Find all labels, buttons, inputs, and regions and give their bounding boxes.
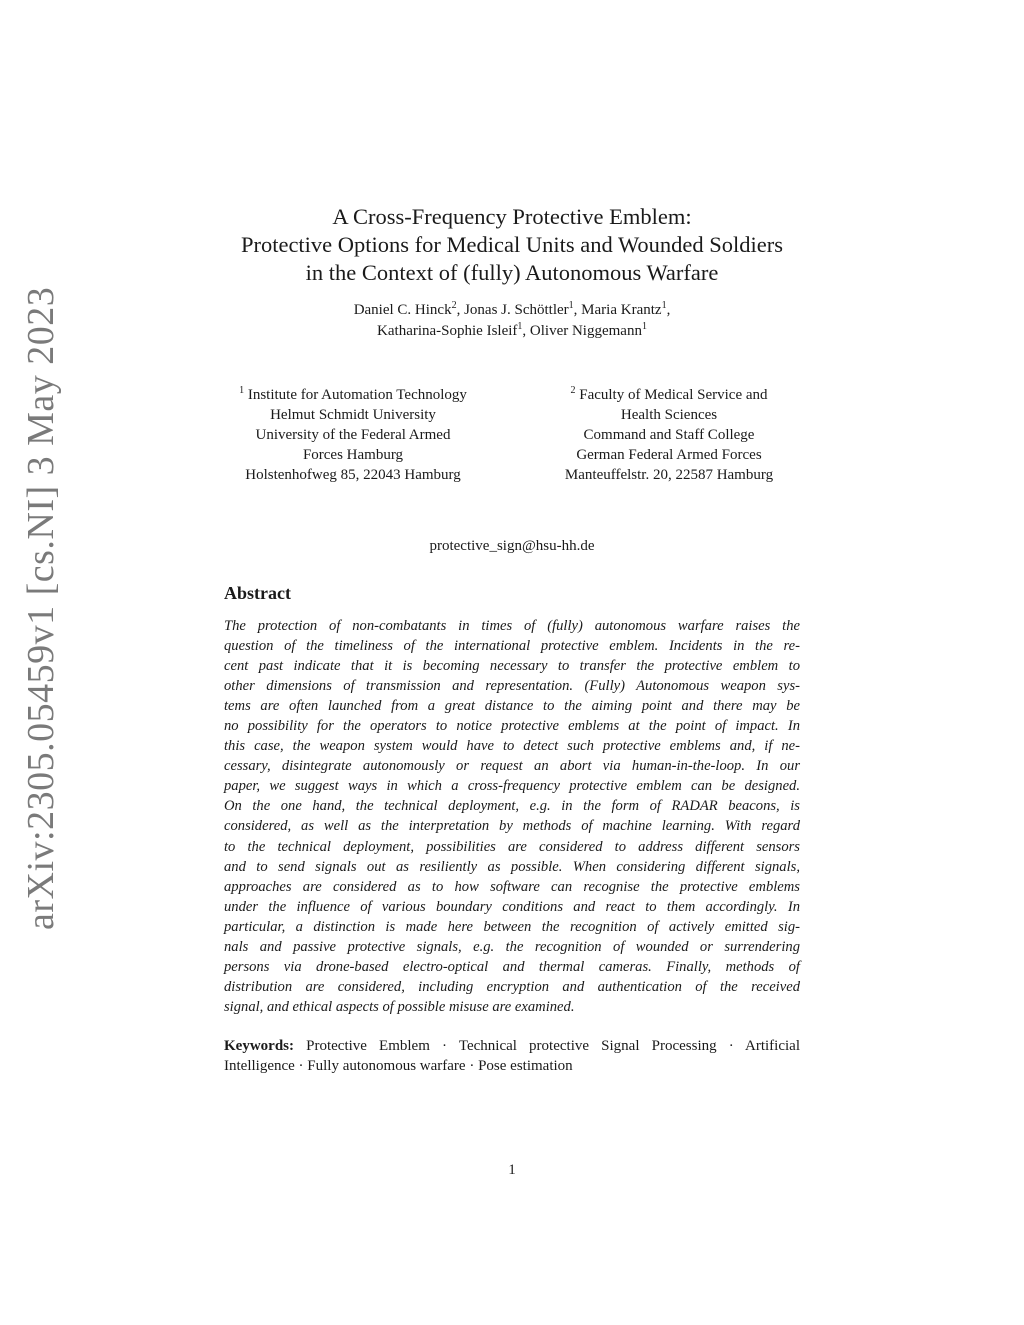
abstract-line: no possibility for the operators to notice protective emblems at the point of impact. In	[224, 718, 800, 735]
author-name: Katharina-Sophie Isleif	[377, 323, 518, 339]
abstract-line: this case, the weapon system would have to detect such protective emblems and, if ne-	[224, 738, 800, 755]
abstract-line: considered, as well as the interpretation by methods of machine learning. With regard	[224, 818, 800, 835]
affiliation-line: Holstenhofweg 85, 22043 Hamburg	[245, 467, 461, 483]
abstract-line: and to send signals out as resiliently as possible. When considering different signals,	[224, 858, 800, 875]
abstract-body	[224, 616, 800, 1017]
title-line: in the Context of (fully) Autonomous Warfare	[305, 260, 719, 285]
title-line: A Cross-Frequency Protective Emblem:	[332, 204, 692, 229]
author-affiliation-mark: 1	[661, 300, 667, 311]
affiliation-line: Health Sciences	[620, 407, 718, 423]
author-separator: ,	[456, 302, 465, 318]
author-affiliation-mark: 1	[517, 321, 523, 332]
abstract-line: The protection of non-combatants in times of (fully) autonomous warfare raises the	[224, 618, 800, 634]
contact-email: protective_sign@hsu-hh.de	[429, 538, 595, 554]
author-separator: ,	[522, 323, 530, 339]
abstract-line: nals and passive protective signals, e.g. the recognition of wounded or surrendering	[224, 938, 800, 955]
affiliation-text: Institute for Automation Technology	[247, 387, 467, 403]
keywords-line	[224, 1036, 800, 1056]
affiliation-2	[524, 385, 814, 485]
author-separator: ,	[573, 302, 582, 318]
affiliation-number: 1	[239, 385, 245, 396]
author-list	[200, 300, 824, 342]
abstract-line: approaches are considered as to how software can recognise the protective emblems	[224, 878, 800, 895]
abstract-line: question of the timeliness of the international protective emblem. Incidents in the re-	[224, 638, 800, 655]
abstract-line: cent past indicate that it is becoming necessary to transfer the protective emblem to	[224, 658, 800, 675]
abstract-line: to the technical deployment, possibilities are considered to address different sensors	[224, 838, 800, 855]
affiliation-line: Forces Hamburg	[302, 447, 404, 463]
affiliation-line	[524, 385, 814, 405]
abstract-line: On the one hand, the technical deployment, e.g. in the form of RADAR beacons, is	[224, 798, 800, 815]
affiliation-line: Helmut Schmidt University	[270, 407, 436, 423]
affiliation-line: German Federal Armed Forces	[576, 447, 762, 463]
keywords-label: Keywords:	[224, 1038, 294, 1054]
abstract-line: under the influence of various boundary conditions and react to them accordingly. In	[224, 898, 800, 915]
affiliation-line: Command and Staff College	[583, 427, 755, 443]
author-separator: ,	[666, 302, 671, 318]
abstract-line: signal, and ethical aspects of possible misuse are examined.	[224, 998, 575, 1015]
keywords-line: Intelligence · Fully autonomous warfare · Pose estimation	[224, 1058, 573, 1074]
abstract-line: other dimensions of transmission and representation. (Fully) Autonomous weapon sys-	[224, 678, 800, 695]
affiliation-line: Manteuffelstr. 20, 22587 Hamburg	[564, 467, 774, 483]
affiliation-text: Faculty of Medical Service and	[579, 387, 768, 403]
abstract-heading: Abstract	[224, 583, 291, 603]
abstract-line: paper, we suggest ways in which a cross-frequency protective emblem can be designed.	[224, 778, 800, 795]
affiliation-number: 2	[570, 385, 576, 396]
affiliation-line: University of the Federal Armed	[255, 427, 451, 443]
abstract-line: persons via drone-based electro-optical and thermal cameras. Finally, methods of	[224, 958, 800, 975]
author-affiliation-mark: 1	[641, 321, 647, 332]
keywords-text: Protective Emblem · Technical protective Signal Processing · Artificial	[306, 1038, 800, 1054]
title-line: Protective Options for Medical Units and Wounded Soldiers	[240, 232, 784, 257]
abstract-line: distribution are considered, including encryption and authentication of the received	[224, 978, 800, 995]
page-number: 1	[508, 1162, 516, 1178]
abstract-line: particular, a distinction is made here between the recognition of actively emitted sig-	[224, 918, 800, 935]
author-name: Maria Krantz	[581, 302, 662, 318]
abstract-line: cessary, disintegrate autonomously or request an abort via human-in-the-loop. In our	[224, 758, 800, 775]
author-name: Oliver Niggemann	[529, 323, 642, 339]
abstract-line: tems are often launched from a great distance to the aiming point and there may be	[224, 698, 800, 715]
affiliation-1	[208, 385, 498, 485]
arxiv-stamp: arXiv:2305.05459v1 [cs.NI] 3 May 2023	[20, 286, 62, 930]
affiliation-line	[208, 385, 498, 405]
paper-title	[200, 203, 824, 287]
keywords	[224, 1036, 800, 1076]
author-affiliation-mark: 1	[568, 300, 574, 311]
author-line	[200, 300, 824, 321]
author-name: Daniel C. Hinck	[353, 302, 452, 318]
author-name: Jonas J. Schöttler	[464, 302, 569, 318]
author-line	[200, 321, 824, 342]
author-affiliation-mark: 2	[451, 300, 457, 311]
